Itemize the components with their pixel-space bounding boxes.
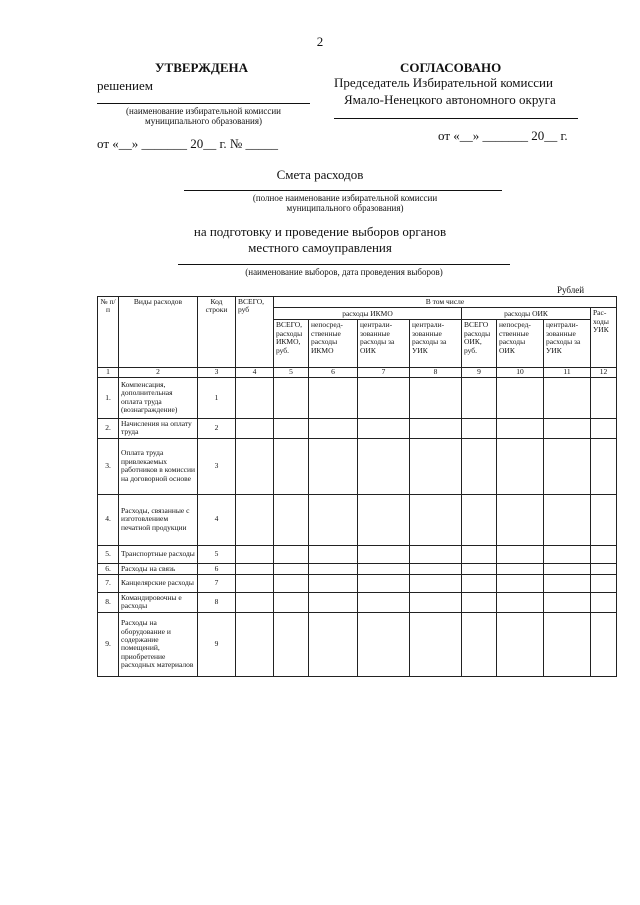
table-row (98, 438, 617, 494)
row-amount-cell[interactable] (591, 545, 617, 563)
row-amount-cell[interactable] (309, 563, 358, 574)
row-amount-cell[interactable] (236, 377, 274, 418)
header-oik: расходы ОИК (462, 308, 591, 320)
row-amount-cell[interactable] (410, 494, 462, 545)
table-row (98, 563, 617, 574)
header-ikmo-direct: непосред-ственные расходы ИКМО (309, 320, 358, 368)
row-amount-cell[interactable] (591, 494, 617, 545)
row-number: 2. (98, 418, 119, 438)
row-amount-cell[interactable] (358, 612, 410, 676)
column-number: 10 (497, 368, 544, 377)
commission-hint: (полное наименование избирательной комиссии муниципального образования) (252, 193, 438, 213)
row-amount-cell[interactable] (544, 545, 591, 563)
row-amount-cell[interactable] (236, 575, 274, 593)
row-amount-cell[interactable] (236, 563, 274, 574)
row-number: 9. (98, 612, 119, 676)
row-amount-cell[interactable] (309, 575, 358, 593)
header-total: ВСЕГО, руб (236, 297, 274, 368)
row-code: 1 (198, 377, 236, 418)
row-amount-cell[interactable] (358, 545, 410, 563)
row-amount-cell[interactable] (497, 563, 544, 574)
row-amount-cell[interactable] (358, 438, 410, 494)
column-number: 5 (274, 368, 309, 377)
row-amount-cell[interactable] (274, 563, 309, 574)
row-amount-cell[interactable] (497, 593, 544, 613)
row-amount-cell[interactable] (410, 418, 462, 438)
row-amount-cell[interactable] (358, 563, 410, 574)
table-row (98, 545, 617, 563)
row-amount-cell[interactable] (591, 377, 617, 418)
estimate-table (97, 296, 617, 677)
row-number: 7. (98, 575, 119, 593)
row-amount-cell[interactable] (462, 563, 497, 574)
row-amount-cell[interactable] (309, 593, 358, 613)
row-amount-cell[interactable] (544, 377, 591, 418)
header-kind: Виды расходов (119, 297, 198, 368)
header-including: В том числе (274, 297, 617, 308)
row-amount-cell[interactable] (309, 377, 358, 418)
row-amount-cell[interactable] (358, 377, 410, 418)
page-number: 2 (316, 34, 324, 49)
approved-hint: (наименование избирательной комиссии муниципального образования) (126, 106, 281, 126)
row-amount-cell[interactable] (462, 418, 497, 438)
row-amount-cell[interactable] (591, 593, 617, 613)
row-amount-cell[interactable] (462, 612, 497, 676)
currency-label: Рублей (557, 285, 585, 295)
row-amount-cell[interactable] (497, 612, 544, 676)
column-number: 2 (119, 368, 198, 377)
table-row (98, 377, 617, 418)
row-expense-kind: Расходы, связанные с изготовлением печатной продукции (119, 494, 198, 545)
row-amount-cell[interactable] (274, 612, 309, 676)
row-amount-cell[interactable] (497, 438, 544, 494)
row-amount-cell[interactable] (358, 418, 410, 438)
row-number: 5. (98, 545, 119, 563)
row-code: 6 (198, 563, 236, 574)
column-number: 9 (462, 368, 497, 377)
row-amount-cell[interactable] (410, 438, 462, 494)
row-code: 7 (198, 575, 236, 593)
row-code: 9 (198, 612, 236, 676)
row-amount-cell[interactable] (462, 438, 497, 494)
row-expense-kind: Канцелярские расходы (119, 575, 198, 593)
row-number: 4. (98, 494, 119, 545)
row-amount-cell[interactable] (309, 418, 358, 438)
header-oik-central-uik: централи-зованные расходы за УИК (544, 320, 591, 368)
row-amount-cell[interactable] (309, 494, 358, 545)
commission-underline (184, 190, 502, 191)
row-amount-cell[interactable] (591, 563, 617, 574)
row-amount-cell[interactable] (410, 612, 462, 676)
table-row (98, 593, 617, 613)
row-amount-cell[interactable] (309, 438, 358, 494)
header-oik-direct: непосред-ственные расходы ОИК (497, 320, 544, 368)
row-amount-cell[interactable] (236, 593, 274, 613)
approved-underline (97, 103, 310, 104)
column-number: 8 (410, 368, 462, 377)
header-ikmo-total: ВСЕГО, расходы ИКМО, руб. (274, 320, 309, 368)
row-amount-cell[interactable] (497, 377, 544, 418)
row-expense-kind: Транспортные расходы (119, 545, 198, 563)
column-number: 3 (198, 368, 236, 377)
row-amount-cell[interactable] (544, 438, 591, 494)
row-amount-cell[interactable] (236, 545, 274, 563)
row-amount-cell[interactable] (309, 545, 358, 563)
header-num: № п/п (98, 297, 119, 368)
row-amount-cell[interactable] (410, 563, 462, 574)
agreed-title: СОГЛАСОВАНО (400, 60, 502, 75)
header-ikmo-central-oik: централи-зованные расходы за ОИК (358, 320, 410, 368)
row-expense-kind: Компенсация, дополнительная оплата труда (вознаграждение) (119, 377, 198, 418)
elections-underline (178, 264, 510, 265)
row-amount-cell[interactable] (544, 593, 591, 613)
row-expense-kind: Расходы на оборудование и содержание помещений, приобретение расходных материалов (119, 612, 198, 676)
row-number: 8. (98, 593, 119, 613)
row-code: 3 (198, 438, 236, 494)
row-amount-cell[interactable] (274, 575, 309, 593)
header-ikmo-central-uik: централи-зованные расходы за УИК (410, 320, 462, 368)
row-amount-cell[interactable] (544, 612, 591, 676)
column-number: 7 (358, 368, 410, 377)
elections-hint: (наименование выборов, дата проведения выборов) (245, 267, 443, 277)
approved-title: УТВЕРЖДЕНА (155, 60, 249, 75)
row-expense-kind: Командировочны е расходы (119, 593, 198, 613)
table-row (98, 612, 617, 676)
row-amount-cell[interactable] (497, 494, 544, 545)
row-amount-cell[interactable] (410, 593, 462, 613)
row-amount-cell[interactable] (462, 377, 497, 418)
row-amount-cell[interactable] (544, 418, 591, 438)
row-expense-kind: Расходы на связь (119, 563, 198, 574)
row-amount-cell[interactable] (462, 494, 497, 545)
approved-by: решением (97, 78, 153, 93)
row-code: 4 (198, 494, 236, 545)
row-amount-cell[interactable] (274, 438, 309, 494)
column-number: 11 (544, 368, 591, 377)
row-amount-cell[interactable] (410, 545, 462, 563)
row-amount-cell[interactable] (591, 418, 617, 438)
doc-title: Смета расходов (276, 167, 364, 182)
row-code: 2 (198, 418, 236, 438)
agreed-line1: Председатель Избирательной комиссии (334, 75, 553, 90)
row-amount-cell[interactable] (591, 438, 617, 494)
column-number: 12 (591, 368, 617, 377)
row-expense-kind: Оплата труда привлекаемых работников в комиссии на договорной основе (119, 438, 198, 494)
row-amount-cell[interactable] (462, 575, 497, 593)
row-amount-cell[interactable] (591, 575, 617, 593)
table-row (98, 575, 617, 593)
row-code: 8 (198, 593, 236, 613)
row-amount-cell[interactable] (274, 418, 309, 438)
row-amount-cell[interactable] (358, 593, 410, 613)
agreed-date: от «__» _______ 20__ г. (438, 128, 568, 143)
row-amount-cell[interactable] (497, 575, 544, 593)
agreed-underline (334, 118, 578, 119)
row-expense-kind: Начисления на оплату труда (119, 418, 198, 438)
row-amount-cell[interactable] (544, 563, 591, 574)
row-amount-cell[interactable] (236, 612, 274, 676)
row-code: 5 (198, 545, 236, 563)
row-amount-cell[interactable] (497, 545, 544, 563)
column-number: 1 (98, 368, 119, 377)
header-code: Код строки (198, 297, 236, 368)
row-amount-cell[interactable] (274, 545, 309, 563)
column-number: 4 (236, 368, 274, 377)
header-ikmo: расходы ИКМО (274, 308, 462, 320)
row-amount-cell[interactable] (236, 438, 274, 494)
row-amount-cell[interactable] (410, 377, 462, 418)
table-row (98, 418, 617, 438)
row-amount-cell[interactable] (358, 494, 410, 545)
row-amount-cell[interactable] (497, 418, 544, 438)
row-number: 1. (98, 377, 119, 418)
row-amount-cell[interactable] (274, 593, 309, 613)
row-amount-cell[interactable] (274, 494, 309, 545)
column-number-row (98, 368, 617, 377)
purpose-line2: местного самоуправления (248, 240, 392, 255)
row-amount-cell[interactable] (544, 494, 591, 545)
header-uik: Рас-ходы УИК (591, 308, 617, 368)
purpose-line1: на подготовку и проведение выборов органов (193, 224, 447, 239)
approved-date: от «__» _______ 20__ г. № _____ (97, 136, 279, 151)
row-amount-cell[interactable] (309, 612, 358, 676)
row-number: 3. (98, 438, 119, 494)
header-oik-total: ВСЕГО расходы ОИК, руб. (462, 320, 497, 368)
row-amount-cell[interactable] (591, 612, 617, 676)
row-amount-cell[interactable] (358, 575, 410, 593)
column-number: 6 (309, 368, 358, 377)
row-amount-cell[interactable] (544, 575, 591, 593)
table-row (98, 494, 617, 545)
row-amount-cell[interactable] (274, 377, 309, 418)
table-body (98, 377, 617, 676)
row-number: 6. (98, 563, 119, 574)
row-amount-cell[interactable] (410, 575, 462, 593)
row-amount-cell[interactable] (236, 494, 274, 545)
agreed-line2: Ямало-Ненецкого автономного округа (344, 92, 556, 107)
row-amount-cell[interactable] (462, 545, 497, 563)
row-amount-cell[interactable] (462, 593, 497, 613)
row-amount-cell[interactable] (236, 418, 274, 438)
